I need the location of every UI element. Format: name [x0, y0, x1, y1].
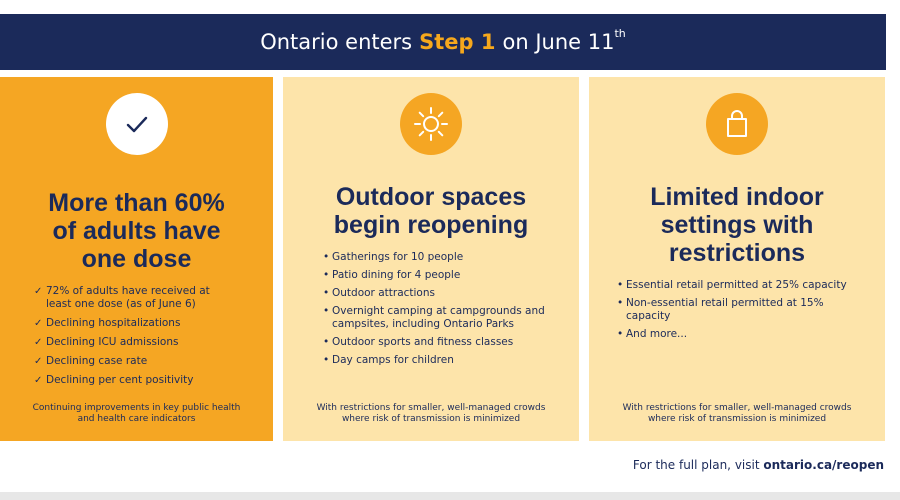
panel-footnote: Continuing improvements in key public health and health care indicators: [32, 403, 241, 424]
indoor-list: [617, 279, 867, 346]
list-item: ✓ Declining case rate: [36, 355, 226, 368]
list-item: • Outdoor attractions: [323, 287, 563, 300]
panel-title-line: More than 60%: [48, 189, 225, 217]
shopping-bag-icon: [706, 93, 768, 155]
banner-prefix: Ontario enters: [260, 30, 413, 54]
indicator-list: [36, 285, 226, 393]
title-banner: [0, 14, 886, 70]
list-item: • Essential retail permitted at 25% capacity: [617, 279, 867, 292]
panel-title-line: of adults have: [52, 217, 221, 245]
outdoor-list: [323, 251, 563, 372]
panel-vaccination: [0, 77, 273, 441]
panel-title-line: settings with: [660, 211, 814, 239]
panel-title-line: Limited indoor: [650, 183, 824, 211]
banner-suffix: on June 11: [502, 30, 615, 54]
panel-outdoor: [283, 77, 579, 441]
checkmark-icon: [106, 93, 168, 155]
panel-title-line: restrictions: [668, 239, 806, 267]
list-item: • Outdoor sports and fitness classes: [323, 336, 563, 349]
banner-highlight: Step 1: [419, 30, 496, 54]
list-item: ✓ 72% of adults have received at least one dose (as of June 6): [36, 285, 226, 311]
panel-title-line: Outdoor spaces: [335, 183, 527, 211]
full-plan-footer: [633, 458, 884, 472]
panel-title: [650, 183, 824, 267]
panel-footnote: With restrictions for smaller, well-managed crowds where risk of transmission is minimized: [622, 403, 852, 424]
list-item: ✓ Declining ICU admissions: [36, 336, 226, 349]
bottom-divider: [0, 492, 900, 500]
list-item: • And more...: [617, 328, 867, 341]
list-item: • Gatherings for 10 people: [323, 251, 563, 264]
list-item: ✓ Declining per cent positivity: [36, 374, 226, 387]
list-item: • Non-essential retail permitted at 15% capacity: [617, 297, 867, 323]
panel-footnote: With restrictions for smaller, well-managed crowds where risk of transmission is minimized: [316, 403, 546, 424]
panel-title-line: one dose: [81, 245, 192, 273]
banner-superscript: th: [614, 26, 626, 40]
list-item: ✓ Declining hospitalizations: [36, 317, 226, 330]
sun-icon: [400, 93, 462, 155]
footer-text: For the full plan, visit: [632, 458, 760, 472]
panel-indoor: [589, 77, 885, 441]
panel-title-line: begin reopening: [333, 211, 529, 239]
reopen-link[interactable]: ontario.ca/reopen: [763, 458, 884, 472]
panel-title: [334, 183, 528, 239]
list-item: • Patio dining for 4 people: [323, 269, 563, 282]
panel-title: [48, 189, 224, 273]
list-item: • Overnight camping at campgrounds and campsites, including Ontario Parks: [323, 305, 563, 331]
list-item: • Day camps for children: [323, 354, 563, 367]
